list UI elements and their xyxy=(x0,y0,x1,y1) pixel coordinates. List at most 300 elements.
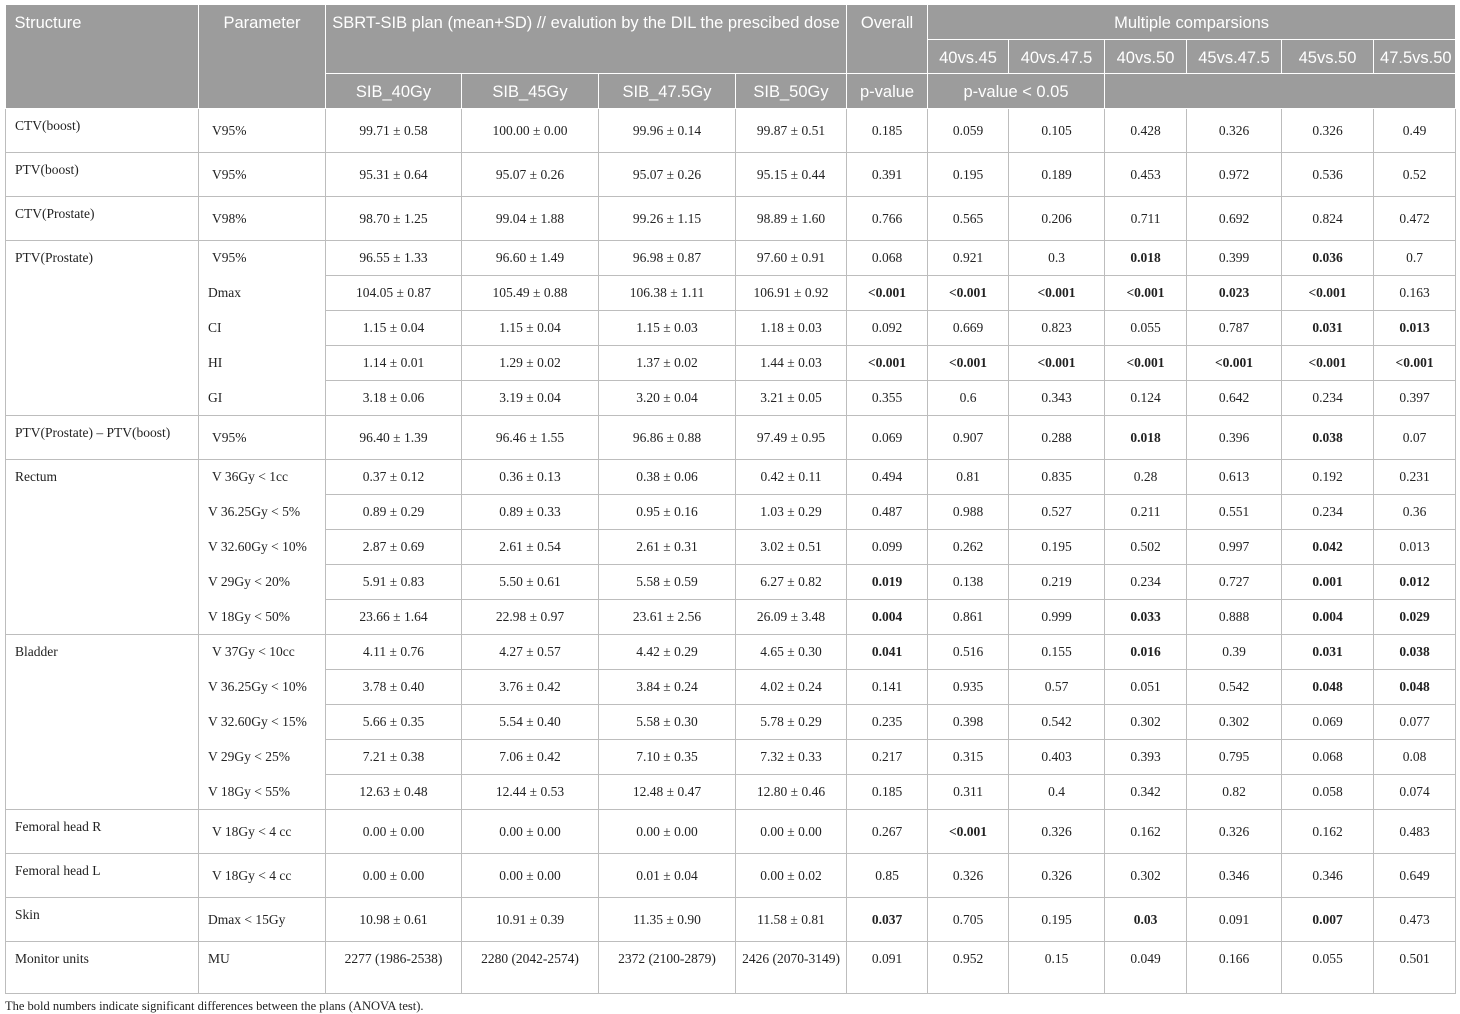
table-row xyxy=(6,197,1456,241)
table-row xyxy=(6,416,1456,460)
overall-pvalue-cell: 0.391 xyxy=(847,153,928,197)
structure-cell: CTV(boost) xyxy=(6,109,199,153)
plan-value-cell: 1.29 ± 0.02 xyxy=(462,346,599,381)
plan-value-cell: 23.66 ± 1.64 xyxy=(326,600,462,635)
parameter-cell: Dmax xyxy=(199,276,326,311)
plan-value-cell: 12.63 ± 0.48 xyxy=(326,775,462,810)
plan-value-cell: 3.20 ± 0.04 xyxy=(599,381,736,416)
comparison-pvalue-cell: 0.195 xyxy=(928,153,1009,197)
comparison-pvalue-cell: 0.038 xyxy=(1282,416,1374,460)
header-comparison: 40vs.45 xyxy=(928,40,1009,74)
comparison-pvalue-cell: 0.28 xyxy=(1105,460,1187,495)
comparison-pvalue-cell: 0.399 xyxy=(1187,241,1282,276)
header-empty-cell xyxy=(1105,74,1456,109)
overall-pvalue-cell: 0.069 xyxy=(847,416,928,460)
comparison-pvalue-cell: 0.195 xyxy=(1009,530,1105,565)
plan-value-cell: 100.00 ± 0.00 xyxy=(462,109,599,153)
plan-value-cell: 2372 (2100-2879) xyxy=(599,942,736,994)
comparison-pvalue-cell: 0.326 xyxy=(1282,109,1374,153)
plan-value-cell: 97.49 ± 0.95 xyxy=(736,416,847,460)
comparison-pvalue-cell: 0.888 xyxy=(1187,600,1282,635)
parameter-cell: V 37Gy < 10cc xyxy=(199,635,326,670)
plan-value-cell: 26.09 ± 3.48 xyxy=(736,600,847,635)
comparison-pvalue-cell: 0.326 xyxy=(1187,109,1282,153)
comparison-pvalue-cell: 0.048 xyxy=(1282,670,1374,705)
parameter-cell: V 36.25Gy < 10% xyxy=(199,670,326,705)
comparison-pvalue-cell: 0.018 xyxy=(1105,416,1187,460)
overall-pvalue-cell: 0.185 xyxy=(847,775,928,810)
plan-value-cell: 95.15 ± 0.44 xyxy=(736,153,847,197)
comparison-pvalue-cell: 0.972 xyxy=(1187,153,1282,197)
plan-value-cell: 7.06 ± 0.42 xyxy=(462,740,599,775)
plan-value-cell: 106.91 ± 0.92 xyxy=(736,276,847,311)
comparison-pvalue-cell: <0.001 xyxy=(1282,346,1374,381)
structure-cell: Bladder xyxy=(6,635,199,810)
parameter-cell: V 29Gy < 20% xyxy=(199,565,326,600)
comparison-pvalue-cell: 0.403 xyxy=(1009,740,1105,775)
plan-value-cell: 5.58 ± 0.30 xyxy=(599,705,736,740)
comparison-pvalue-cell: <0.001 xyxy=(928,810,1009,854)
comparison-pvalue-cell: 0.861 xyxy=(928,600,1009,635)
plan-value-cell: 10.98 ± 0.61 xyxy=(326,898,462,942)
plan-value-cell: 5.91 ± 0.83 xyxy=(326,565,462,600)
comparison-pvalue-cell: 0.787 xyxy=(1187,311,1282,346)
plan-value-cell: 97.60 ± 0.91 xyxy=(736,241,847,276)
overall-pvalue-cell: <0.001 xyxy=(847,346,928,381)
plan-value-cell: 96.60 ± 1.49 xyxy=(462,241,599,276)
parameter-cell: V 32.60Gy < 15% xyxy=(199,705,326,740)
plan-value-cell: 0.00 ± 0.00 xyxy=(462,854,599,898)
table-row xyxy=(6,810,1456,854)
overall-pvalue-cell: 0.185 xyxy=(847,109,928,153)
comparison-pvalue-cell: 0.031 xyxy=(1282,311,1374,346)
comparison-pvalue-cell: 0.049 xyxy=(1105,942,1187,994)
header-comparison: 40vs.50 xyxy=(1105,40,1187,74)
plan-value-cell: 5.50 ± 0.61 xyxy=(462,565,599,600)
comparison-pvalue-cell: 0.326 xyxy=(1009,810,1105,854)
comparison-pvalue-cell: 0.163 xyxy=(1374,276,1456,311)
comparison-pvalue-cell: 0.565 xyxy=(928,197,1009,241)
comparison-pvalue-cell: 0.059 xyxy=(928,109,1009,153)
comparison-pvalue-cell: 0.711 xyxy=(1105,197,1187,241)
plan-value-cell: 105.49 ± 0.88 xyxy=(462,276,599,311)
plan-value-cell: 98.89 ± 1.60 xyxy=(736,197,847,241)
overall-pvalue-cell: 0.235 xyxy=(847,705,928,740)
structure-cell: Rectum xyxy=(6,460,199,635)
results-table-container xyxy=(5,5,1455,1014)
header-plan: SIB_40Gy xyxy=(326,74,462,109)
plan-value-cell: 11.35 ± 0.90 xyxy=(599,898,736,942)
plan-value-cell: 96.46 ± 1.55 xyxy=(462,416,599,460)
comparison-pvalue-cell: 0.472 xyxy=(1374,197,1456,241)
comparison-pvalue-cell: 0.013 xyxy=(1374,311,1456,346)
comparison-pvalue-cell: 0.551 xyxy=(1187,495,1282,530)
plan-value-cell: 99.96 ± 0.14 xyxy=(599,109,736,153)
plan-value-cell: 95.07 ± 0.26 xyxy=(462,153,599,197)
comparison-pvalue-cell: 0.921 xyxy=(928,241,1009,276)
overall-pvalue-cell: 0.355 xyxy=(847,381,928,416)
plan-value-cell: 4.42 ± 0.29 xyxy=(599,635,736,670)
plan-value-cell: 1.44 ± 0.03 xyxy=(736,346,847,381)
plan-value-cell: 1.15 ± 0.04 xyxy=(326,311,462,346)
comparison-pvalue-cell: 0.155 xyxy=(1009,635,1105,670)
comparison-pvalue-cell: 0.029 xyxy=(1374,600,1456,635)
header-plan: SIB_47.5Gy xyxy=(599,74,736,109)
structure-cell: PTV(Prostate) xyxy=(6,241,199,416)
parameter-cell: V95% xyxy=(199,109,326,153)
parameter-cell: V 36Gy < 1cc xyxy=(199,460,326,495)
overall-pvalue-cell: 0.141 xyxy=(847,670,928,705)
comparison-pvalue-cell: 0.346 xyxy=(1187,854,1282,898)
comparison-pvalue-cell: 0.302 xyxy=(1187,705,1282,740)
comparison-pvalue-cell: 0.326 xyxy=(928,854,1009,898)
plan-value-cell: 23.61 ± 2.56 xyxy=(599,600,736,635)
plan-value-cell: 96.55 ± 1.33 xyxy=(326,241,462,276)
comparison-pvalue-cell: <0.001 xyxy=(1282,276,1374,311)
comparison-pvalue-cell: <0.001 xyxy=(1105,346,1187,381)
table-row xyxy=(6,381,1456,416)
comparison-pvalue-cell: 0.453 xyxy=(1105,153,1187,197)
plan-value-cell: 99.26 ± 1.15 xyxy=(599,197,736,241)
plan-value-cell: 0.38 ± 0.06 xyxy=(599,460,736,495)
overall-pvalue-cell: 0.494 xyxy=(847,460,928,495)
comparison-pvalue-cell: 0.001 xyxy=(1282,565,1374,600)
parameter-cell: V95% xyxy=(199,241,326,276)
overall-pvalue-cell: 0.267 xyxy=(847,810,928,854)
comparison-pvalue-cell: 0.315 xyxy=(928,740,1009,775)
table-row xyxy=(6,635,1456,670)
comparison-pvalue-cell: 0.124 xyxy=(1105,381,1187,416)
structure-cell: PTV(Prostate) – PTV(boost) xyxy=(6,416,199,460)
comparison-pvalue-cell: 0.055 xyxy=(1282,942,1374,994)
table-row xyxy=(6,775,1456,810)
comparison-pvalue-cell: 0.031 xyxy=(1282,635,1374,670)
plan-value-cell: 0.00 ± 0.02 xyxy=(736,854,847,898)
parameter-cell: V 18Gy < 4 cc xyxy=(199,854,326,898)
comparison-pvalue-cell: 0.613 xyxy=(1187,460,1282,495)
comparison-pvalue-cell: 0.234 xyxy=(1282,495,1374,530)
comparison-pvalue-cell: 0.326 xyxy=(1187,810,1282,854)
plan-value-cell: 4.65 ± 0.30 xyxy=(736,635,847,670)
structure-cell: Femoral head R xyxy=(6,810,199,854)
plan-value-cell: 99.71 ± 0.58 xyxy=(326,109,462,153)
comparison-pvalue-cell: 0.527 xyxy=(1009,495,1105,530)
comparison-pvalue-cell: 0.206 xyxy=(1009,197,1105,241)
comparison-pvalue-cell: 0.042 xyxy=(1282,530,1374,565)
overall-pvalue-cell: 0.041 xyxy=(847,635,928,670)
results-table xyxy=(5,5,1456,994)
plan-value-cell: 0.00 ± 0.00 xyxy=(326,810,462,854)
header-comparison: 45vs.50 xyxy=(1282,40,1374,74)
comparison-pvalue-cell: 0.074 xyxy=(1374,775,1456,810)
parameter-cell: V 18Gy < 55% xyxy=(199,775,326,810)
plan-value-cell: 7.32 ± 0.33 xyxy=(736,740,847,775)
plan-value-cell: 0.01 ± 0.04 xyxy=(599,854,736,898)
parameter-cell: GI xyxy=(199,381,326,416)
comparison-pvalue-cell: <0.001 xyxy=(928,346,1009,381)
comparison-pvalue-cell: 0.018 xyxy=(1105,241,1187,276)
comparison-pvalue-cell: 0.501 xyxy=(1374,942,1456,994)
comparison-pvalue-cell: 0.189 xyxy=(1009,153,1105,197)
table-row xyxy=(6,153,1456,197)
plan-value-cell: 0.95 ± 0.16 xyxy=(599,495,736,530)
parameter-cell: Dmax < 15Gy xyxy=(199,898,326,942)
overall-pvalue-cell: 0.019 xyxy=(847,565,928,600)
parameter-cell: V 29Gy < 25% xyxy=(199,740,326,775)
comparison-pvalue-cell: 0.7 xyxy=(1374,241,1456,276)
plan-value-cell: 0.36 ± 0.13 xyxy=(462,460,599,495)
parameter-cell: V 18Gy < 4 cc xyxy=(199,810,326,854)
comparison-pvalue-cell: 0.311 xyxy=(928,775,1009,810)
comparison-pvalue-cell: 0.57 xyxy=(1009,670,1105,705)
comparison-pvalue-cell: 0.82 xyxy=(1187,775,1282,810)
comparison-pvalue-cell: 0.091 xyxy=(1187,898,1282,942)
comparison-pvalue-cell: 0.012 xyxy=(1374,565,1456,600)
table-row xyxy=(6,740,1456,775)
comparison-pvalue-cell: 0.069 xyxy=(1282,705,1374,740)
comparison-pvalue-cell: <0.001 xyxy=(1105,276,1187,311)
comparison-pvalue-cell: 0.138 xyxy=(928,565,1009,600)
plan-value-cell: 106.38 ± 1.11 xyxy=(599,276,736,311)
comparison-pvalue-cell: 0.192 xyxy=(1282,460,1374,495)
comparison-pvalue-cell: 0.649 xyxy=(1374,854,1456,898)
comparison-pvalue-cell: 0.234 xyxy=(1282,381,1374,416)
comparison-pvalue-cell: 0.195 xyxy=(1009,898,1105,942)
overall-pvalue-cell: 0.217 xyxy=(847,740,928,775)
comparison-pvalue-cell: 0.288 xyxy=(1009,416,1105,460)
plan-value-cell: 3.18 ± 0.06 xyxy=(326,381,462,416)
plan-value-cell: 0.00 ± 0.00 xyxy=(462,810,599,854)
comparison-pvalue-cell: 0.346 xyxy=(1282,854,1374,898)
comparison-pvalue-cell: 0.642 xyxy=(1187,381,1282,416)
comparison-pvalue-cell: 0.823 xyxy=(1009,311,1105,346)
plan-value-cell: 0.00 ± 0.00 xyxy=(736,810,847,854)
plan-value-cell: 4.27 ± 0.57 xyxy=(462,635,599,670)
comparison-pvalue-cell: 0.234 xyxy=(1105,565,1187,600)
structure-cell: Femoral head L xyxy=(6,854,199,898)
comparison-pvalue-cell: 0.542 xyxy=(1187,670,1282,705)
parameter-cell: V 18Gy < 50% xyxy=(199,600,326,635)
parameter-cell: V95% xyxy=(199,153,326,197)
header-parameter: Parameter xyxy=(199,5,326,109)
table-row xyxy=(6,898,1456,942)
footnote: The bold numbers indicate significant differences between the plans (ANOVA test). xyxy=(5,999,424,1013)
header-structure: Structure xyxy=(6,5,199,109)
comparison-pvalue-cell: 0.023 xyxy=(1187,276,1282,311)
parameter-cell: V95% xyxy=(199,416,326,460)
comparison-pvalue-cell: 0.302 xyxy=(1105,705,1187,740)
plan-value-cell: 7.10 ± 0.35 xyxy=(599,740,736,775)
header-overall: Overall xyxy=(847,5,928,74)
header-comparison: 45vs.47.5 xyxy=(1187,40,1282,74)
plan-value-cell: 6.27 ± 0.82 xyxy=(736,565,847,600)
plan-value-cell: 0.00 ± 0.00 xyxy=(599,810,736,854)
comparison-pvalue-cell: 0.219 xyxy=(1009,565,1105,600)
overall-pvalue-cell: 0.004 xyxy=(847,600,928,635)
structure-cell: Skin xyxy=(6,898,199,942)
plan-value-cell: 11.58 ± 0.81 xyxy=(736,898,847,942)
comparison-pvalue-cell: 0.162 xyxy=(1105,810,1187,854)
comparison-pvalue-cell: <0.001 xyxy=(1374,346,1456,381)
parameter-cell: V98% xyxy=(199,197,326,241)
comparison-pvalue-cell: 0.935 xyxy=(928,670,1009,705)
table-row xyxy=(6,705,1456,740)
plan-value-cell: 98.70 ± 1.25 xyxy=(326,197,462,241)
plan-value-cell: 1.03 ± 0.29 xyxy=(736,495,847,530)
comparison-pvalue-cell: 0.692 xyxy=(1187,197,1282,241)
comparison-pvalue-cell: 0.397 xyxy=(1374,381,1456,416)
plan-value-cell: 3.21 ± 0.05 xyxy=(736,381,847,416)
table-row xyxy=(6,311,1456,346)
structure-cell: Monitor units xyxy=(6,942,199,994)
comparison-pvalue-cell: <0.001 xyxy=(928,276,1009,311)
comparison-pvalue-cell: 0.36 xyxy=(1374,495,1456,530)
comparison-pvalue-cell: 0.08 xyxy=(1374,740,1456,775)
comparison-pvalue-cell: 0.824 xyxy=(1282,197,1374,241)
comparison-pvalue-cell: 0.4 xyxy=(1009,775,1105,810)
comparison-pvalue-cell: 0.952 xyxy=(928,942,1009,994)
plan-value-cell: 12.80 ± 0.46 xyxy=(736,775,847,810)
plan-value-cell: 7.21 ± 0.38 xyxy=(326,740,462,775)
overall-pvalue-cell: 0.091 xyxy=(847,942,928,994)
table-row xyxy=(6,346,1456,381)
comparison-pvalue-cell: 0.398 xyxy=(928,705,1009,740)
plan-value-cell: 0.89 ± 0.33 xyxy=(462,495,599,530)
parameter-cell: HI xyxy=(199,346,326,381)
plan-value-cell: 0.37 ± 0.12 xyxy=(326,460,462,495)
table-row xyxy=(6,600,1456,635)
plan-value-cell: 5.78 ± 0.29 xyxy=(736,705,847,740)
plan-value-cell: 12.44 ± 0.53 xyxy=(462,775,599,810)
header-multiple-comparisons: Multiple comparsions xyxy=(928,5,1456,40)
comparison-pvalue-cell: 0.795 xyxy=(1187,740,1282,775)
comparison-pvalue-cell: 0.516 xyxy=(928,635,1009,670)
comparison-pvalue-cell: 0.907 xyxy=(928,416,1009,460)
table-row xyxy=(6,530,1456,565)
comparison-pvalue-cell: 0.393 xyxy=(1105,740,1187,775)
comparison-pvalue-cell: 0.988 xyxy=(928,495,1009,530)
header-plan: SIB_50Gy xyxy=(736,74,847,109)
header-comparison: 47.5vs.50 xyxy=(1374,40,1456,74)
header-plan: SIB_45Gy xyxy=(462,74,599,109)
plan-value-cell: 22.98 ± 0.97 xyxy=(462,600,599,635)
plan-value-cell: 5.58 ± 0.59 xyxy=(599,565,736,600)
comparison-pvalue-cell: 0.03 xyxy=(1105,898,1187,942)
comparison-pvalue-cell: 0.999 xyxy=(1009,600,1105,635)
table-row xyxy=(6,670,1456,705)
header-pvalue-significance: p-value < 0.05 xyxy=(928,74,1105,109)
plan-value-cell: 3.78 ± 0.40 xyxy=(326,670,462,705)
comparison-pvalue-cell: 0.302 xyxy=(1105,854,1187,898)
plan-value-cell: 2277 (1986-2538) xyxy=(326,942,462,994)
comparison-pvalue-cell: 0.036 xyxy=(1282,241,1374,276)
comparison-pvalue-cell: 0.49 xyxy=(1374,109,1456,153)
comparison-pvalue-cell: 0.3 xyxy=(1009,241,1105,276)
comparison-pvalue-cell: 0.048 xyxy=(1374,670,1456,705)
plan-value-cell: 95.31 ± 0.64 xyxy=(326,153,462,197)
comparison-pvalue-cell: 0.166 xyxy=(1187,942,1282,994)
comparison-pvalue-cell: 0.007 xyxy=(1282,898,1374,942)
comparison-pvalue-cell: 0.07 xyxy=(1374,416,1456,460)
plan-value-cell: 96.98 ± 0.87 xyxy=(599,241,736,276)
comparison-pvalue-cell: 0.6 xyxy=(928,381,1009,416)
comparison-pvalue-cell: 0.669 xyxy=(928,311,1009,346)
comparison-pvalue-cell: 0.162 xyxy=(1282,810,1374,854)
comparison-pvalue-cell: 0.105 xyxy=(1009,109,1105,153)
header-plan-group: SBRT-SIB plan (mean+SD) // evalution by the DIL the prescibed dose xyxy=(326,5,847,74)
table-row xyxy=(6,276,1456,311)
comparison-pvalue-cell: 0.39 xyxy=(1187,635,1282,670)
comparison-pvalue-cell: 0.051 xyxy=(1105,670,1187,705)
plan-value-cell: 96.40 ± 1.39 xyxy=(326,416,462,460)
comparison-pvalue-cell: 0.536 xyxy=(1282,153,1374,197)
plan-value-cell: 0.42 ± 0.11 xyxy=(736,460,847,495)
plan-value-cell: 4.02 ± 0.24 xyxy=(736,670,847,705)
header-comparison: 40vs.47.5 xyxy=(1009,40,1105,74)
overall-pvalue-cell: <0.001 xyxy=(847,276,928,311)
comparison-pvalue-cell: 0.033 xyxy=(1105,600,1187,635)
overall-pvalue-cell: 0.037 xyxy=(847,898,928,942)
comparison-pvalue-cell: <0.001 xyxy=(1009,346,1105,381)
comparison-pvalue-cell: 0.058 xyxy=(1282,775,1374,810)
plan-value-cell: 3.76 ± 0.42 xyxy=(462,670,599,705)
plan-value-cell: 1.37 ± 0.02 xyxy=(599,346,736,381)
plan-value-cell: 2.61 ± 0.31 xyxy=(599,530,736,565)
table-row xyxy=(6,109,1456,153)
table-row xyxy=(6,942,1456,994)
structure-cell: PTV(boost) xyxy=(6,153,199,197)
comparison-pvalue-cell: 0.004 xyxy=(1282,600,1374,635)
comparison-pvalue-cell: 0.077 xyxy=(1374,705,1456,740)
plan-value-cell: 2.61 ± 0.54 xyxy=(462,530,599,565)
table-row xyxy=(6,495,1456,530)
plan-value-cell: 10.91 ± 0.39 xyxy=(462,898,599,942)
comparison-pvalue-cell: <0.001 xyxy=(1187,346,1282,381)
table-body xyxy=(6,109,1456,994)
overall-pvalue-cell: 0.068 xyxy=(847,241,928,276)
header-pvalue: p-value xyxy=(847,74,928,109)
comparison-pvalue-cell: 0.055 xyxy=(1105,311,1187,346)
structure-cell: CTV(Prostate) xyxy=(6,197,199,241)
comparison-pvalue-cell: 0.502 xyxy=(1105,530,1187,565)
comparison-pvalue-cell: 0.326 xyxy=(1009,854,1105,898)
plan-value-cell: 95.07 ± 0.26 xyxy=(599,153,736,197)
comparison-pvalue-cell: 0.81 xyxy=(928,460,1009,495)
overall-pvalue-cell: 0.092 xyxy=(847,311,928,346)
plan-value-cell: 99.87 ± 0.51 xyxy=(736,109,847,153)
plan-value-cell: 4.11 ± 0.76 xyxy=(326,635,462,670)
comparison-pvalue-cell: 0.483 xyxy=(1374,810,1456,854)
comparison-pvalue-cell: 0.068 xyxy=(1282,740,1374,775)
comparison-pvalue-cell: 0.016 xyxy=(1105,635,1187,670)
table-row xyxy=(6,565,1456,600)
comparison-pvalue-cell: 0.231 xyxy=(1374,460,1456,495)
table-row xyxy=(6,460,1456,495)
comparison-pvalue-cell: 0.52 xyxy=(1374,153,1456,197)
comparison-pvalue-cell: 0.15 xyxy=(1009,942,1105,994)
plan-value-cell: 1.15 ± 0.03 xyxy=(599,311,736,346)
comparison-pvalue-cell: 0.997 xyxy=(1187,530,1282,565)
plan-value-cell: 99.04 ± 1.88 xyxy=(462,197,599,241)
plan-value-cell: 12.48 ± 0.47 xyxy=(599,775,736,810)
plan-value-cell: 3.19 ± 0.04 xyxy=(462,381,599,416)
comparison-pvalue-cell: 0.542 xyxy=(1009,705,1105,740)
plan-value-cell: 104.05 ± 0.87 xyxy=(326,276,462,311)
comparison-pvalue-cell: 0.342 xyxy=(1105,775,1187,810)
overall-pvalue-cell: 0.766 xyxy=(847,197,928,241)
comparison-pvalue-cell: 0.343 xyxy=(1009,381,1105,416)
plan-value-cell: 2426 (2070-3149) xyxy=(736,942,847,994)
